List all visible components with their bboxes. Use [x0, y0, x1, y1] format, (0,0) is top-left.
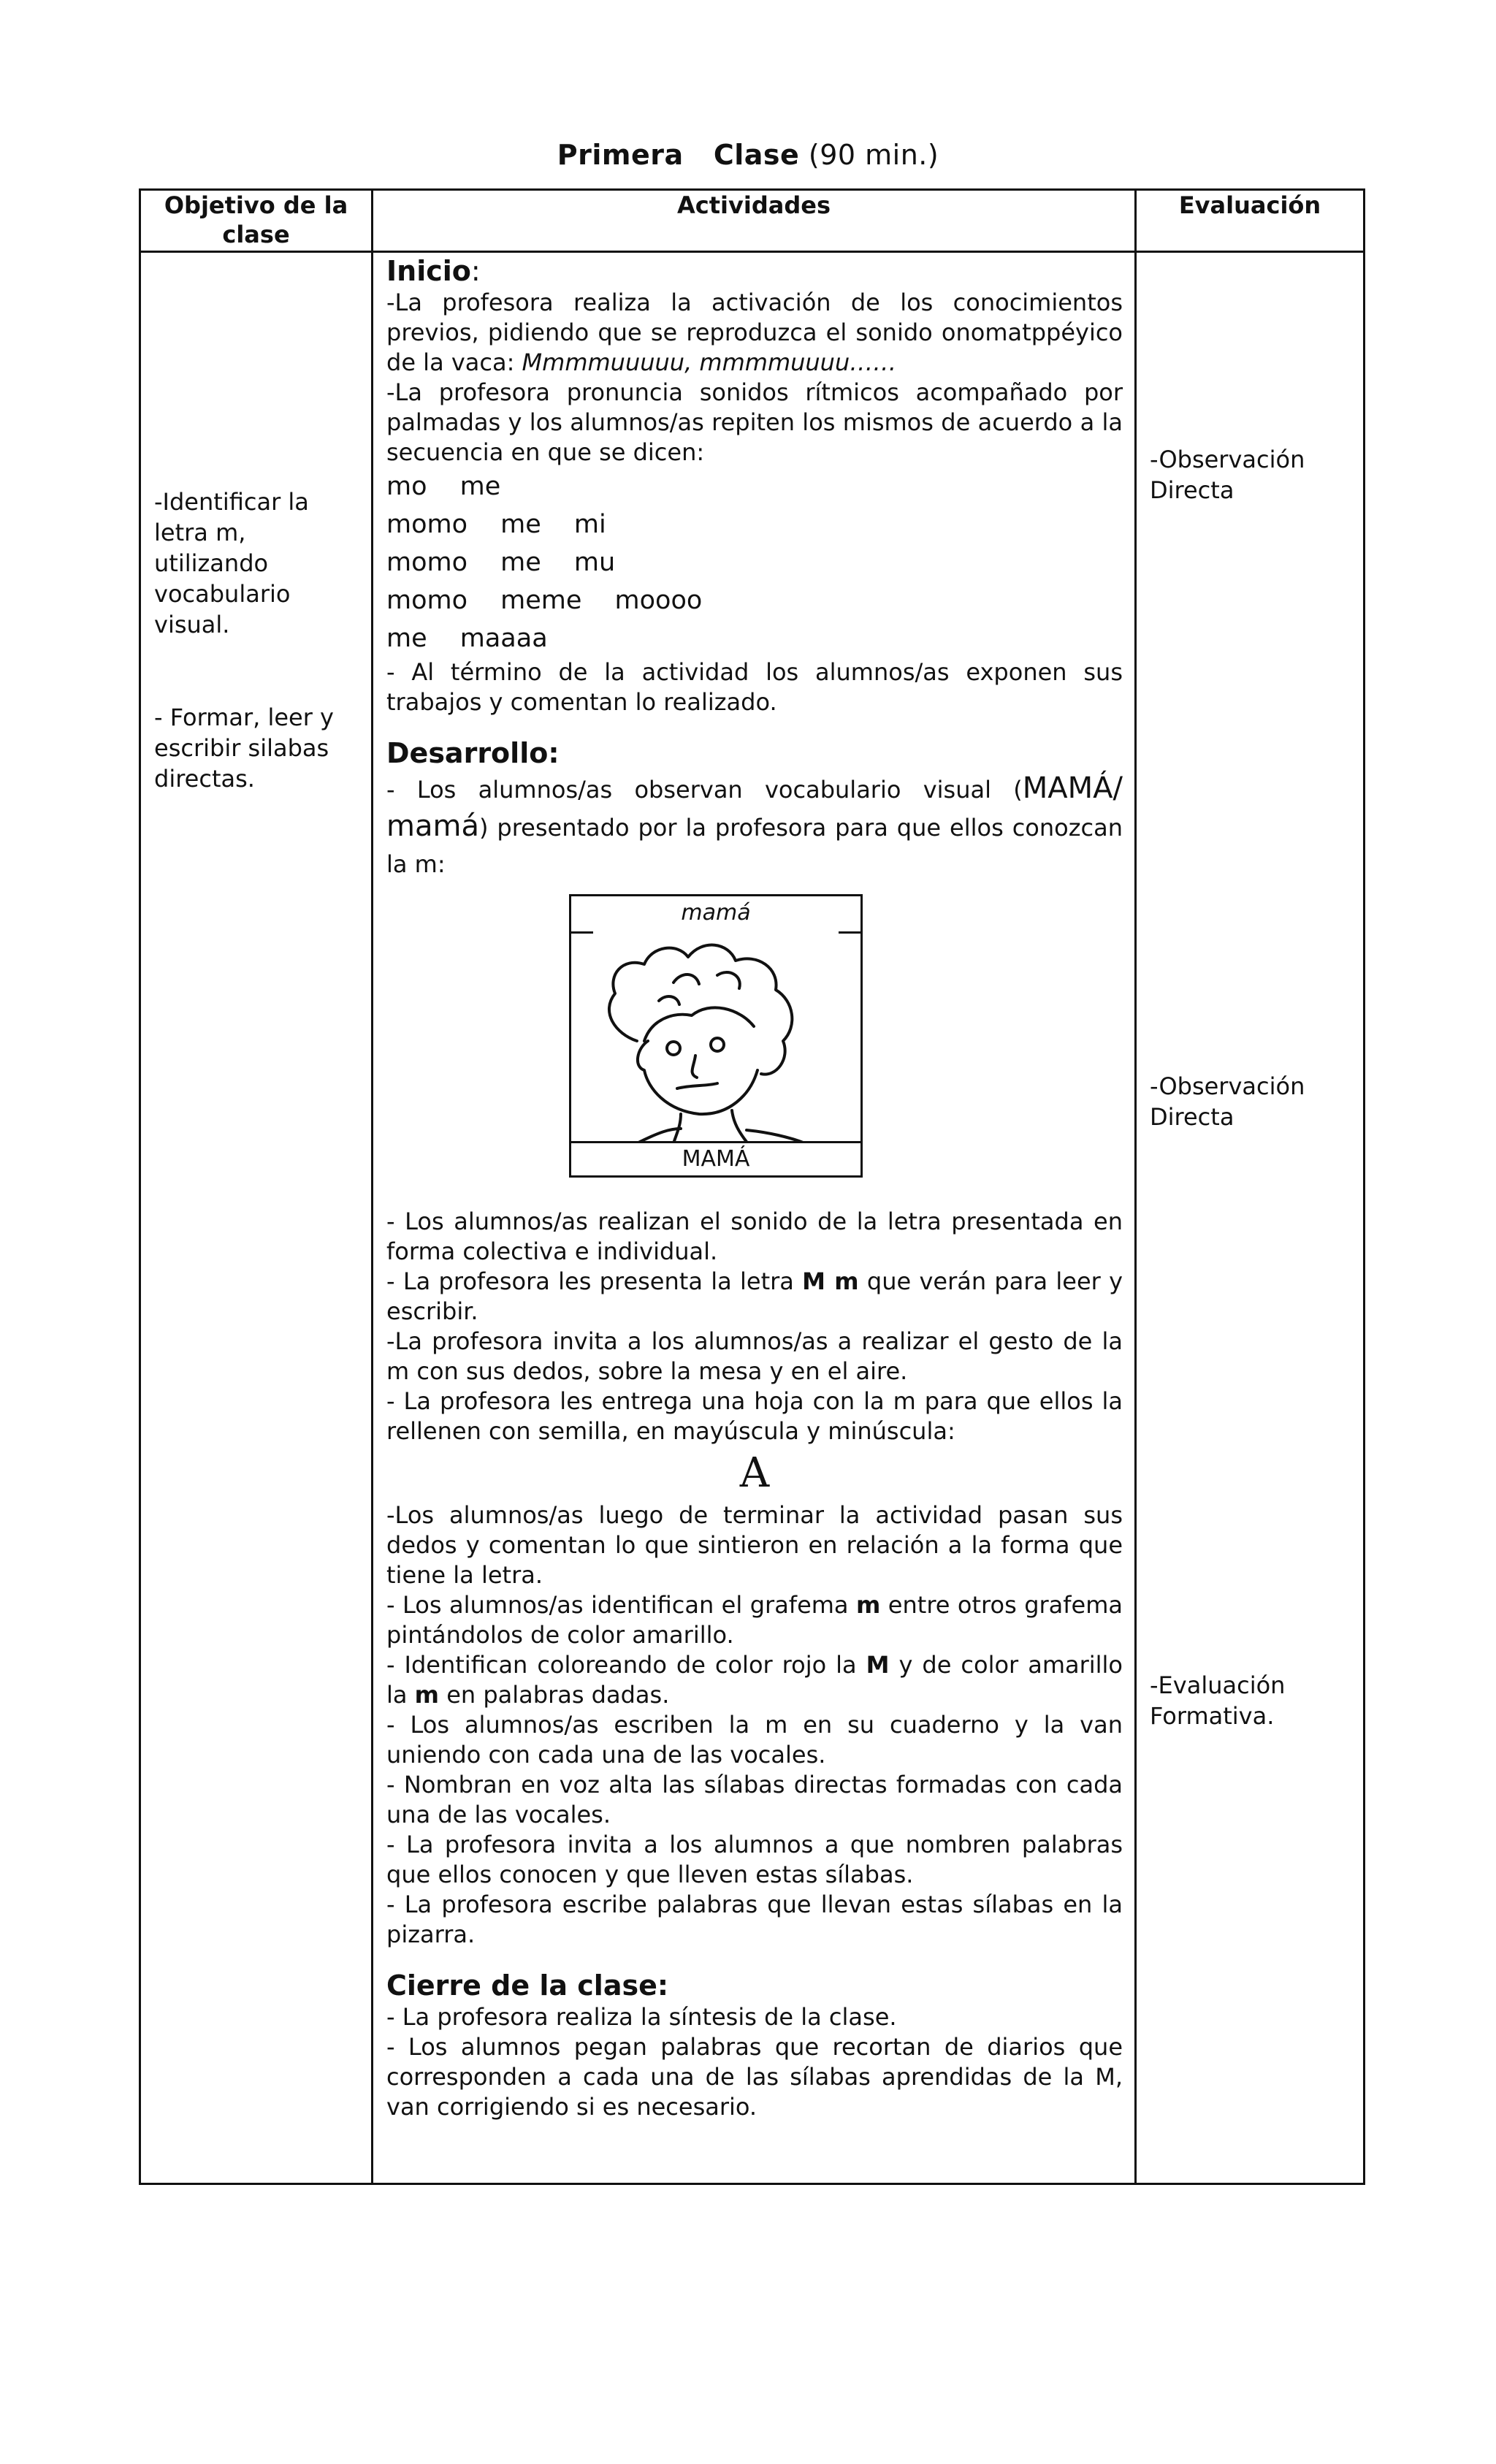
desarrollo-p8-bold2: m	[414, 1681, 440, 1709]
sound-line: momo me mi	[386, 510, 606, 539]
actividades-cell	[373, 252, 1136, 2184]
objetivo-1: -Identificar la letra m, utilizando vocabulario visual.	[154, 488, 309, 638]
desarrollo-p6: -Los alumnos/as luego de terminar la actividad pasan sus dedos y comentan lo que sintieron en relación a la forma que tiene la letra.	[386, 1501, 1123, 1589]
content-row	[140, 252, 1365, 2184]
sound-line: momo me mu	[386, 548, 616, 577]
page-title	[0, 139, 1496, 171]
title-duration: (90 min.)	[799, 139, 939, 171]
figure-caption-top: mamá	[681, 900, 751, 926]
desarrollo-p1-b: ) presentado por la profesora para que ellos conozcan la m:	[386, 814, 1123, 878]
letter-sample: A	[739, 1449, 770, 1497]
desarrollo-p7-bold: m	[856, 1591, 881, 1619]
inicio-p1-text: -La profesora realiza la activación de los conocimientos previos, pidiendo que se reproduzca el sonido onomatppéyico de la vaca:	[386, 289, 1123, 376]
desarrollo-p10: - Nombran en voz alta las sílabas directas formadas con cada una de las vocales.	[386, 1771, 1123, 1828]
desarrollo-p4: -La profesora invita a los alumnos/as a realizar el gesto de la m con sus dedos, sobre la mesa y en el aire.	[386, 1327, 1123, 1385]
inicio-p1-italic: Mmmmuuuuu, mmmmuuuu……	[522, 348, 897, 376]
inicio-heading	[386, 254, 1123, 288]
desarrollo-p3-a: - La profesora les presenta la letra	[386, 1267, 803, 1295]
desarrollo-p3-b: que verán para leer y escribir.	[386, 1267, 1123, 1325]
header-actividades: Actividades	[373, 190, 1136, 252]
desarrollo-p3-bold: M m	[802, 1267, 859, 1295]
desarrollo-p8-b: y de color amarillo la	[386, 1651, 1123, 1709]
evaluacion-2: -Observación Directa	[1150, 1072, 1305, 1131]
inicio-p3: - Al término de la actividad los alumnos/as exponen sus trabajos y comentan lo realizado.	[386, 658, 1123, 716]
header-objetivo: Objetivo de la clase	[140, 190, 373, 252]
inicio-colon: :	[470, 255, 481, 287]
cierre-p2: - Los alumnos pegan palabras que recortan de diarios que corresponden a cada una de las sílabas aprendidas de la M, van corrigiendo si es necesario.	[386, 2033, 1123, 2121]
desarrollo-p5: - La profesora les entrega una hoja con la m para que ellos la rellenen con semilla, en mayúscula y minúscula:	[386, 1387, 1123, 1445]
inicio-p1	[386, 288, 1123, 378]
title-bold: Primera Clase	[557, 139, 800, 171]
desarrollo-p2: - Los alumnos/as realizan el sonido de la letra presentada en forma colectiva e individual.	[386, 1208, 1123, 1265]
desarrollo-p8-c: en palabras dadas.	[439, 1681, 670, 1709]
evaluacion-cell	[1136, 252, 1365, 2184]
figure-caption-bottom: MAMÁ	[571, 1141, 860, 1175]
header-evaluacion: Evaluación	[1136, 190, 1365, 252]
sound-line: momo meme moooo	[386, 586, 703, 615]
desarrollo-p9: - Los alumnos/as escriben la m en su cuaderno y la van uniendo con cada una de las vocales.	[386, 1711, 1123, 1769]
desarrollo-p8-a: - Identifican coloreando de color rojo la	[386, 1651, 866, 1679]
desarrollo-p1-a: - Los alumnos/as observan vocabulario visual (	[386, 776, 1023, 804]
desarrollo-p7-b: entre otros grafema pintándolos de color amarillo.	[386, 1591, 1123, 1649]
inicio-heading-text: Inicio	[386, 255, 471, 287]
mama-figure	[569, 894, 863, 1178]
desarrollo-p8	[386, 1650, 1123, 1710]
sound-line: mo me	[386, 472, 501, 501]
header-row	[140, 190, 1365, 252]
desarrollo-p1	[386, 770, 1123, 882]
cierre-heading: Cierre de la clase:	[386, 1969, 669, 2002]
desarrollo-heading: Desarrollo:	[386, 737, 560, 769]
desarrollo-p1-big: MAMÁ/ mamá	[386, 771, 1123, 843]
desarrollo-p3	[386, 1267, 1123, 1327]
objetivo-2: - Formar, leer y escribir silabas directas.	[154, 703, 334, 793]
desarrollo-p7-a: - Los alumnos/as identifican el grafema	[386, 1591, 856, 1619]
desarrollo-p8-bold1: M	[866, 1651, 890, 1679]
mama-drawing-icon	[571, 931, 860, 1143]
lesson-plan-table	[139, 188, 1365, 2185]
evaluacion-1: -Observación Directa	[1150, 446, 1305, 504]
desarrollo-p7	[386, 1590, 1123, 1650]
cierre-p1: - La profesora realiza la síntesis de la clase.	[386, 2003, 897, 2031]
desarrollo-p12: - La profesora escribe palabras que llevan estas sílabas en la pizarra.	[386, 1891, 1123, 1948]
sound-line: me maaaa	[386, 624, 548, 653]
desarrollo-p11: - La profesora invita a los alumnos a que nombren palabras que ellos conocen y que lleven estas sílabas.	[386, 1831, 1123, 1888]
objetivos-cell	[140, 252, 373, 2184]
inicio-p2: -La profesora pronuncia sonidos rítmicos acompañado por palmadas y los alumnos/as repiten los mismos de acuerdo a la secuencia en que se dicen:	[386, 378, 1123, 466]
evaluacion-3: -Evaluación Formativa.	[1150, 1671, 1286, 1730]
